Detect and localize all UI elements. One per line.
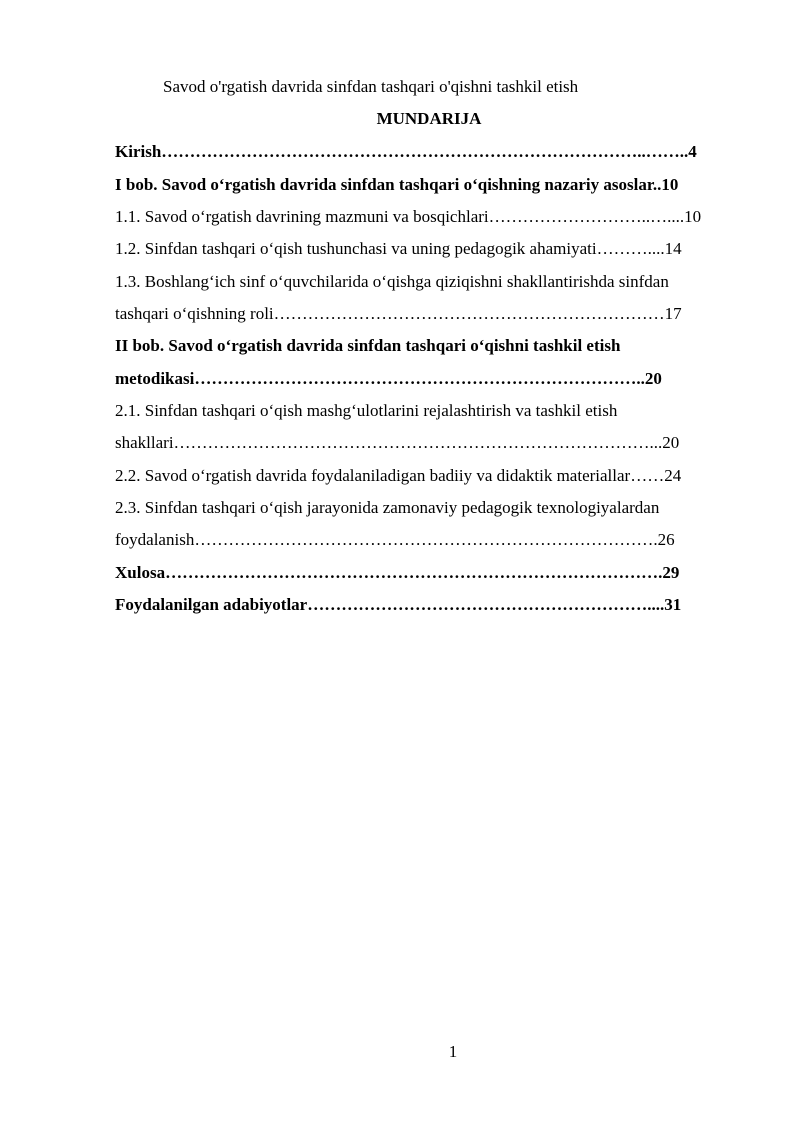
toc-entry-references: Foydalanilgan adabiyotlar……………………………………………………....31: [115, 595, 682, 614]
toc-entry-introduction: Kirish…………………………………………………………………………..……..4: [115, 142, 697, 161]
toc-entry-section-2-2: 2.2. Savod o‘rgatish davrida foydalaniladigan badiiy va didaktik materiallar……24: [115, 466, 682, 485]
toc-entry-section-2-3-continued: foydalanish……………………………………………………………………….26: [115, 530, 675, 549]
toc-entry-section-2-3: 2.3. Sinfdan tashqari o‘qish jarayonida zamonaviy pedagogik texnologiyalardan: [115, 498, 660, 517]
toc-entry-section-1-3: 1.3. Boshlang‘ich sinf o‘quvchilarida o‘qishga qiziqishni shakllantirishda sinfdan: [115, 272, 669, 291]
toc-entry-section-1-1: 1.1. Savod o‘rgatish davrining mazmuni va bosqichlari………………………..…....10: [115, 207, 702, 226]
toc-entry-section-2-1: 2.1. Sinfdan tashqari o‘qish mashg‘ulotlarini rejalashtirish va tashkil etish: [115, 401, 618, 420]
toc-entry-conclusion: Xulosa…………………………………………………………………………….29: [115, 563, 680, 582]
toc-entry-chapter-1: I bob. Savod o‘rgatish davrida sinfdan tashqari o‘qishning nazariy asoslar..10: [115, 175, 679, 194]
toc-entry-section-2-1-continued: shakllari…………………………………………………………………………...20: [115, 433, 680, 452]
toc-entry-chapter-2-continued: metodikasi……………………………………………………………………..20: [115, 369, 662, 388]
page-number: 1: [448, 1042, 458, 1061]
toc-heading: MUNDARIJA: [376, 109, 482, 128]
toc-entry-section-1-2: 1.2. Sinfdan tashqari o‘qish tushunchasi va uning pedagogik ahamiyati………....14: [115, 239, 682, 258]
toc-entry-chapter-2: II bob. Savod o‘rgatish davrida sinfdan tashqari o‘qishni tashkil etish: [115, 336, 621, 355]
document-title: Savod o'rgatish davrida sinfdan tashqari o'qishni tashkil etish: [163, 77, 579, 96]
toc-entry-section-1-3-continued: tashqari o‘qishning roli……………………………………………………………17: [115, 304, 682, 323]
